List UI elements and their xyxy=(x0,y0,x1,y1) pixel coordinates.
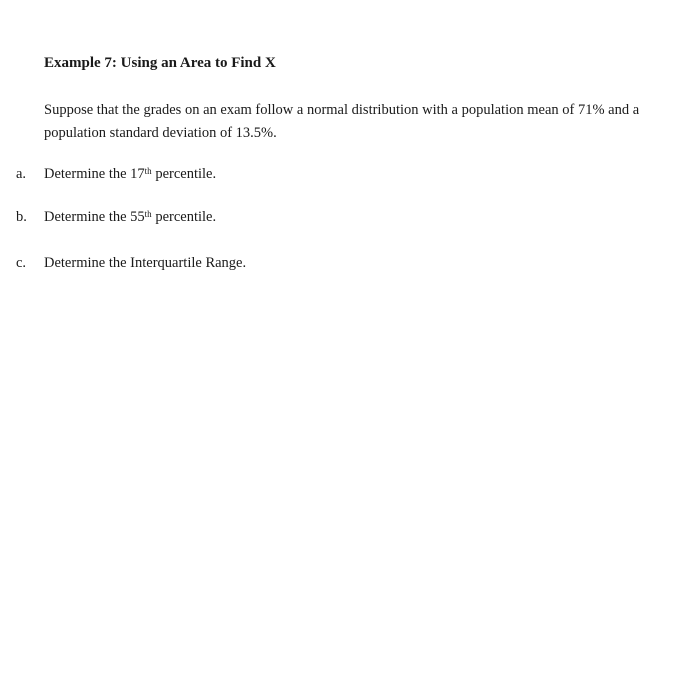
ordinal-superscript: th xyxy=(144,209,152,219)
example-title: Example 7: Using an Area to Find X xyxy=(44,55,276,71)
item-text-start: Determine the 55 xyxy=(44,209,145,225)
ordinal-superscript: th xyxy=(144,166,152,176)
item-text xyxy=(44,166,216,183)
problem-line: Suppose that the grades on an exam follow a normal distribution with a population mean of 71% and a xyxy=(44,102,640,118)
problem-statement xyxy=(44,99,700,145)
item-marker: b. xyxy=(16,209,27,225)
item-text: Determine the Interquartile Range. xyxy=(44,255,247,271)
problem-line: population standard deviation of 13.5%. xyxy=(44,125,277,141)
item-marker: a. xyxy=(16,166,27,182)
item-text-start: Determine the 17 xyxy=(44,166,145,182)
item-text xyxy=(44,209,216,226)
item-marker: c. xyxy=(16,255,27,271)
item-text-end: percentile. xyxy=(151,209,217,225)
item-text-end: percentile. xyxy=(151,166,217,182)
